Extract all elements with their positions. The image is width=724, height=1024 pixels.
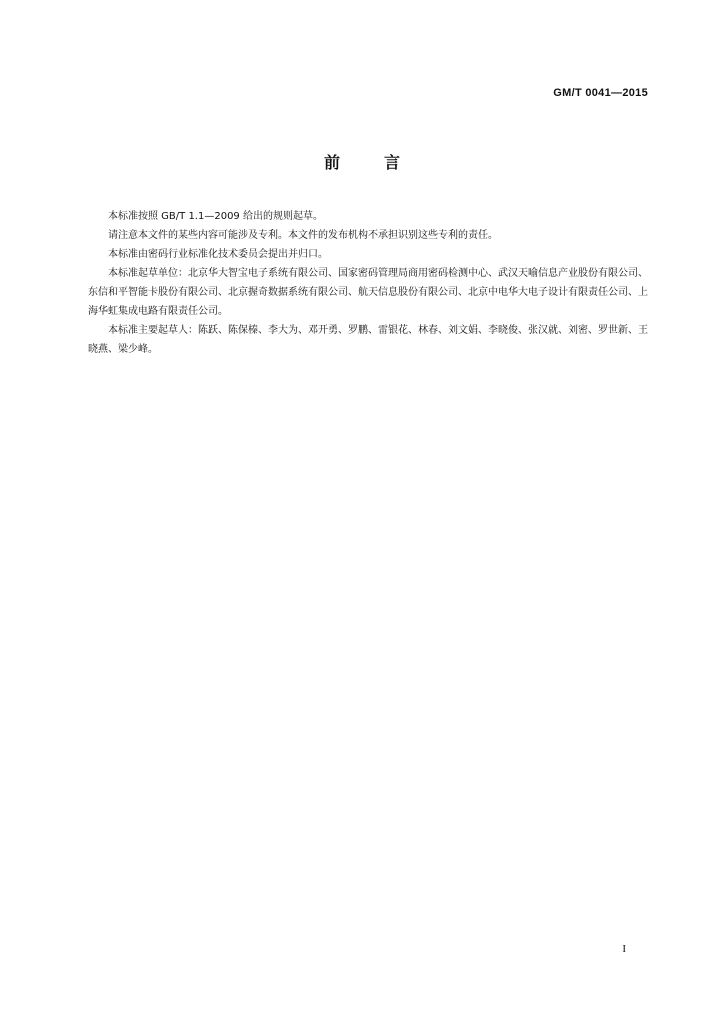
title-char-1: 前 xyxy=(323,153,340,172)
page-number: I xyxy=(622,943,626,955)
title-char-2: 言 xyxy=(384,153,401,172)
paragraph-drafting-rules: 本标准按照 GB/T 1.1—2009 给出的规则起草。 xyxy=(108,211,323,222)
paragraph-drafters: 本标准主要起草人：陈跃、陈保榛、李大为、邓开勇、罗鹏、雷银花、林春、刘文娟、李晓俊、张汉就、刘密、罗世新、王晓燕、梁少峰。 xyxy=(88,325,648,355)
paragraph-proposer: 本标准由密码行业标准化技术委员会提出并归口。 xyxy=(108,249,328,260)
paragraph-drafting-units: 本标准起草单位：北京华大智宝电子系统有限公司、国家密码管理局商用密码检测中心、武汉天喻信息产业股份有限公司、东信和平智能卡股份有限公司、北京握奇数据系统有限公司、航天信息股份有限公司、北京中电华大电子设计有限责任公司、上海华虹集成电路有限责任公司。 xyxy=(88,268,648,317)
page-title xyxy=(0,150,724,173)
standard-code: GM/T 0041—2015 xyxy=(553,87,648,99)
paragraph-patent-notice: 请注意本文件的某些内容可能涉及专利。本文件的发布机构不承担识别这些专利的责任。 xyxy=(108,230,498,241)
foreword-body xyxy=(88,207,648,359)
